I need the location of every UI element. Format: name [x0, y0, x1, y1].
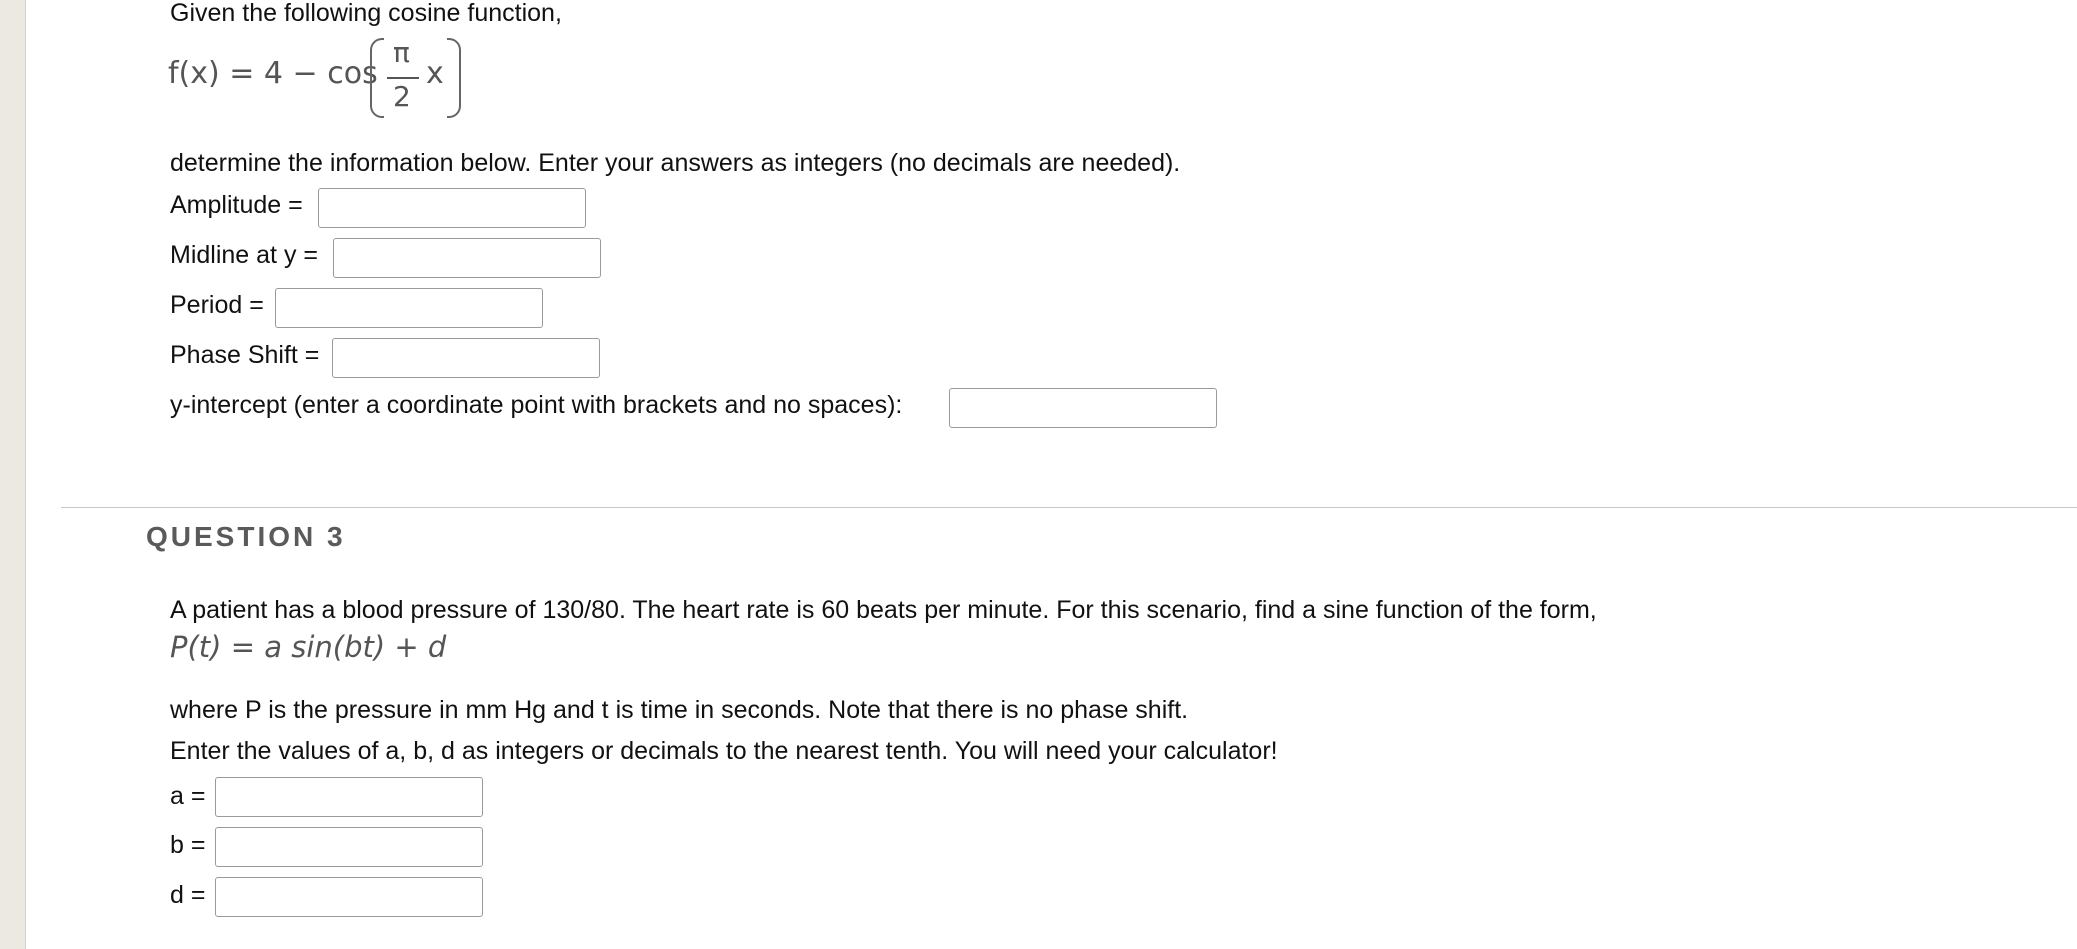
- q2-formula-variable: x: [426, 56, 444, 91]
- b-label: b =: [170, 831, 206, 859]
- period-field[interactable]: [275, 288, 543, 328]
- question-divider: [61, 507, 2077, 508]
- a-label: a =: [170, 782, 206, 810]
- b-field[interactable]: [215, 827, 483, 867]
- formula-right-paren: [447, 38, 461, 118]
- midline-field[interactable]: [333, 238, 601, 278]
- q3-note: where P is the pressure in mm Hg and t is time in seconds. Note that there is no phase shift.: [170, 696, 1189, 724]
- d-field[interactable]: [215, 877, 483, 917]
- d-label: d =: [170, 881, 206, 909]
- phase-shift-field[interactable]: [332, 338, 600, 378]
- amplitude-label: Amplitude =: [170, 191, 303, 219]
- question-3-heading: QUESTION 3: [146, 521, 346, 552]
- period-input[interactable]: [276, 289, 542, 327]
- midline-input[interactable]: [334, 239, 600, 277]
- q2-formula-lhs: f(x) = 4 − cos: [168, 56, 378, 91]
- y-intercept-input[interactable]: [950, 389, 1216, 427]
- q2-formula-denominator: 2: [393, 80, 411, 113]
- b-input[interactable]: [216, 828, 482, 866]
- period-label: Period =: [170, 291, 264, 319]
- q2-intro-text: Given the following cosine function,: [170, 0, 562, 27]
- q2-instructions: determine the information below. Enter your answers as integers (no decimals are needed).: [170, 149, 1181, 177]
- q2-formula-numerator: π: [393, 36, 410, 69]
- y-intercept-field[interactable]: [949, 388, 1217, 428]
- formula-left-paren: [370, 38, 384, 118]
- y-intercept-label: y-intercept (enter a coordinate point with brackets and no spaces):: [170, 391, 903, 419]
- q3-prompt: A patient has a blood pressure of 130/80. The heart rate is 60 beats per minute. For this scenario, find a sine function of the form,: [170, 596, 1597, 624]
- a-input[interactable]: [216, 778, 482, 816]
- a-field[interactable]: [215, 777, 483, 817]
- formula-fraction-bar: [387, 77, 419, 79]
- phase-shift-label: Phase Shift =: [170, 341, 320, 369]
- q3-formula: P(t) = a sin(bt) + d: [170, 630, 447, 664]
- amplitude-input[interactable]: [319, 189, 585, 227]
- midline-label: Midline at y =: [170, 241, 318, 269]
- amplitude-field[interactable]: [318, 188, 586, 228]
- d-input[interactable]: [216, 878, 482, 916]
- phase-shift-input[interactable]: [333, 339, 599, 377]
- q3-instructions: Enter the values of a, b, d as integers or decimals to the nearest tenth. You will need your calculator!: [170, 737, 1278, 765]
- left-rail: [0, 0, 26, 949]
